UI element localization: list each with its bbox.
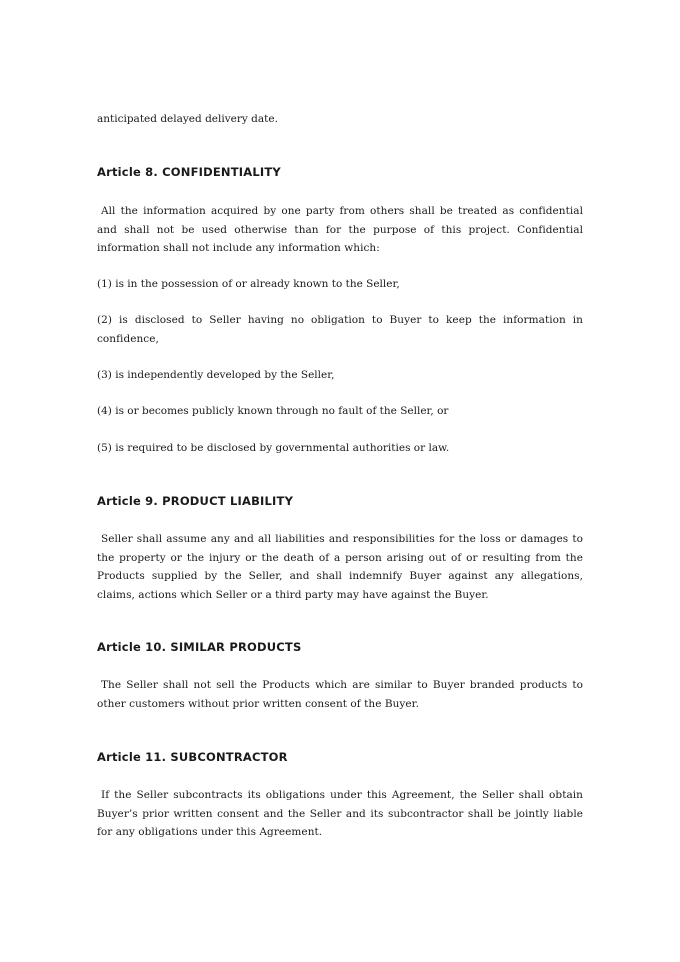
article-10-heading: Article 10. SIMILAR PRODUCTS bbox=[97, 640, 302, 654]
article-9-heading: Article 9. PRODUCT LIABILITY bbox=[97, 494, 294, 508]
article-8-item-1: (1) is in the possession of or already known to the Seller, bbox=[97, 278, 400, 290]
article-8-item-5: (5) is required to be disclosed by governmental authorities or law. bbox=[97, 442, 450, 454]
intro-line: anticipated delayed delivery date. bbox=[97, 113, 278, 125]
article-11-heading: Article 11. SUBCONTRACTOR bbox=[97, 750, 288, 764]
article-8-body: All the information acquired by one party from others shall be treated as confidential and shall not be used otherwise than for the purpose of this project. Confidential information shall not include any information which: bbox=[97, 205, 583, 254]
article-10-body: The Seller shall not sell the Products which are similar to Buyer branded products to other customers without prior written consent of the Buyer. bbox=[97, 679, 583, 710]
article-8-item-4: (4) is or becomes publicly known through no fault of the Seller, or bbox=[97, 405, 449, 417]
article-11-body: If the Seller subcontracts its obligations under this Agreement, the Seller shall obtain Buyer’s prior written consent and the Seller and its subcontractor shall be jointly liable for any obligations under this Agreement. bbox=[97, 789, 583, 838]
article-9-body: Seller shall assume any and all liabilities and responsibilities for the loss or damages to the property or the injury or the death of a person arising out of or resulting from the Products supplied by the Seller, and shall indemnify Buyer against any allegations, claims, actions which Seller or a third party may have against the Buyer. bbox=[97, 533, 583, 601]
article-8-item-3: (3) is independently developed by the Seller, bbox=[97, 369, 335, 381]
article-8-item-2: (2) is disclosed to Seller having no obligation to Buyer to keep the information in confidence, bbox=[97, 314, 583, 345]
article-8-heading: Article 8. CONFIDENTIALITY bbox=[97, 165, 281, 179]
